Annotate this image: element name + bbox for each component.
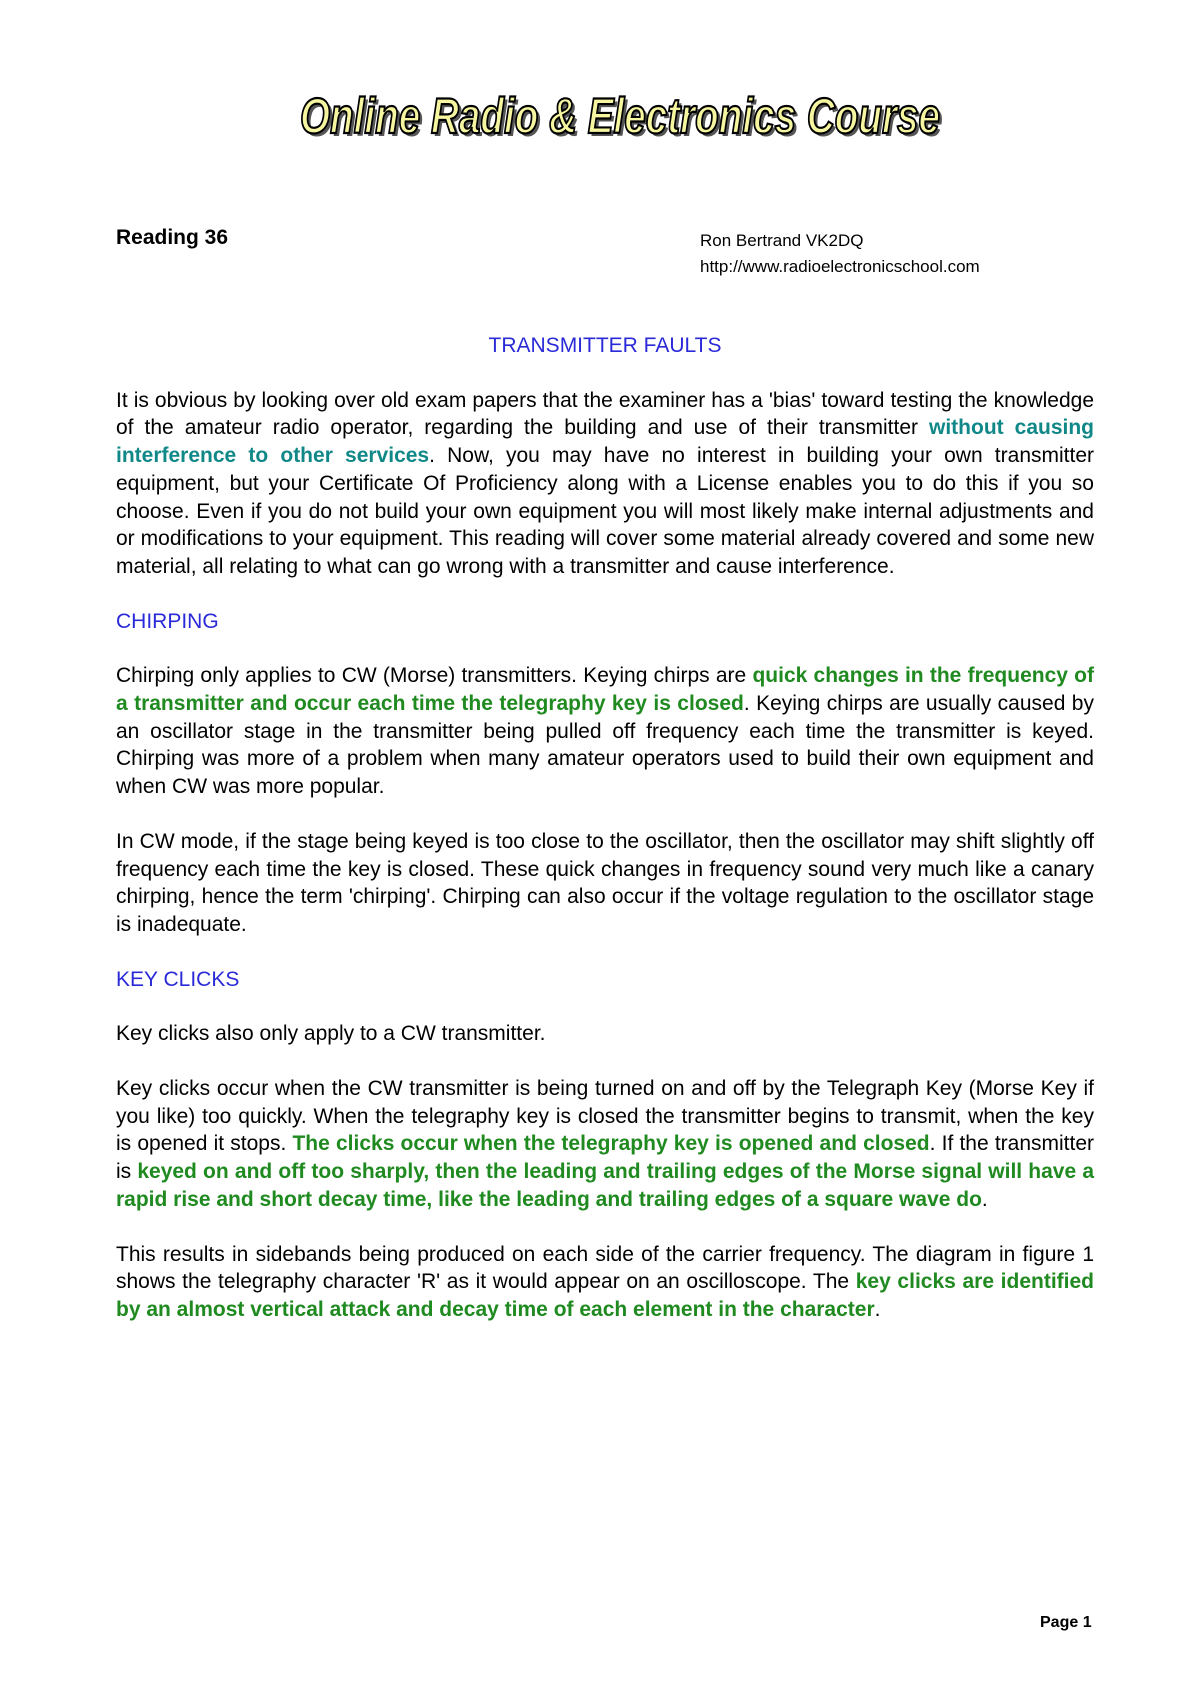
chirping-text-b: . Keying chirps are usually caused by an oscillator stage in the transmitter being pulled off frequency each time the transmitter is keyed. Chirping was more of a problem when many amateur operators used to build their own equipment and when CW was more popular. xyxy=(116,692,1094,799)
reading-content xyxy=(116,332,1094,1351)
intro-text-a: It is obvious by looking over old exam papers that the examiner has a 'bias' toward testing the knowledge of the amateur radio operator, regarding the building and use of their transmitter xyxy=(116,388,1094,440)
intro-text-b: . Now, you may have no interest in building your own transmitter equipment, but your Certificate Of Proficiency along with a License enables you to do this if you so choose. Even if you do not build your own equipment you will most likely make internal adjustments and or modifications to your equipment. This reading will cover some material already covered and some new material, all relating to what can go wrong with a transmitter and cause interference. xyxy=(116,444,1094,578)
chirping-paragraph-1 xyxy=(116,662,1094,801)
page-title: TRANSMITTER FAULTS xyxy=(488,334,722,357)
key-clicks-paragraph-3 xyxy=(116,1241,1094,1324)
author-website[interactable]: http://www.radioelectronicschool.com xyxy=(700,257,980,276)
course-banner xyxy=(270,78,970,160)
key-clicks-highlight-2: keyed on and off too sharply, then the leading and trailing edges of the Morse signal will have a rapid rise and short decay time, like the leading and trailing edges of a square wave do xyxy=(116,1160,1094,1211)
key-clicks-heading: KEY CLICKS xyxy=(116,967,240,991)
key-clicks-text-c: . xyxy=(981,1187,988,1211)
key-clicks-p3-text-a: This results in sidebands being produced on each side of the carrier frequency. The diagram in figure 1 shows the telegraphy character 'R' as it would appear on an oscilloscope. The xyxy=(116,1242,1094,1294)
course-banner-shadow: Online Radio & Electronics Course xyxy=(303,91,943,147)
intro-highlight: without causing interference to other services xyxy=(116,416,1095,468)
chirping-highlight: quick changes in the frequency of a transmitter and occur each time the telegraphy key is closed xyxy=(116,664,1094,716)
key-clicks-text-a: Key clicks occur when the CW transmitter is being turned on and off by the Telegraph Key (Morse Key if you like) too quickly. When the telegraphy key is closed the transmitter begins to transmit, when the key is opened it stops. xyxy=(116,1077,1094,1156)
key-clicks-paragraph-2 xyxy=(116,1075,1094,1214)
reading-number: Reading 36 xyxy=(116,226,229,249)
key-clicks-text-b: . If the transmitter is xyxy=(116,1132,1095,1184)
key-clicks-paragraph-1: Key clicks also only apply to a CW transmitter. xyxy=(116,1022,546,1046)
chirping-paragraph-2: In CW mode, if the stage being keyed is too close to the oscillator, then the oscillator may shift slightly off frequency each time the key is closed. These quick changes in frequency sound very much like a canary chirping, hence the term 'chirping'. Chirping can also occur if the voltage regulation to the oscillator stage is inadequate. xyxy=(116,829,1094,936)
author-name: Ron Bertrand VK2DQ xyxy=(700,231,864,250)
key-clicks-highlight-1: The clicks occur when the telegraphy key is opened and closed xyxy=(292,1132,930,1156)
chirping-heading: CHIRPING xyxy=(116,609,219,633)
page-number: Page 1 xyxy=(1040,1614,1092,1631)
key-clicks-p3-text-b: . xyxy=(874,1297,881,1321)
chirping-text-a: Chirping only applies to CW (Morse) transmitters. Keying chirps are xyxy=(116,664,753,688)
course-banner-logo xyxy=(270,78,970,160)
key-clicks-p3-highlight: key clicks are identified by an almost vertical attack and decay time of each element in the character xyxy=(116,1270,1094,1321)
intro-paragraph xyxy=(116,387,1094,581)
course-banner-text: Online Radio & Electronics Course xyxy=(300,88,940,144)
author-block xyxy=(700,228,980,280)
